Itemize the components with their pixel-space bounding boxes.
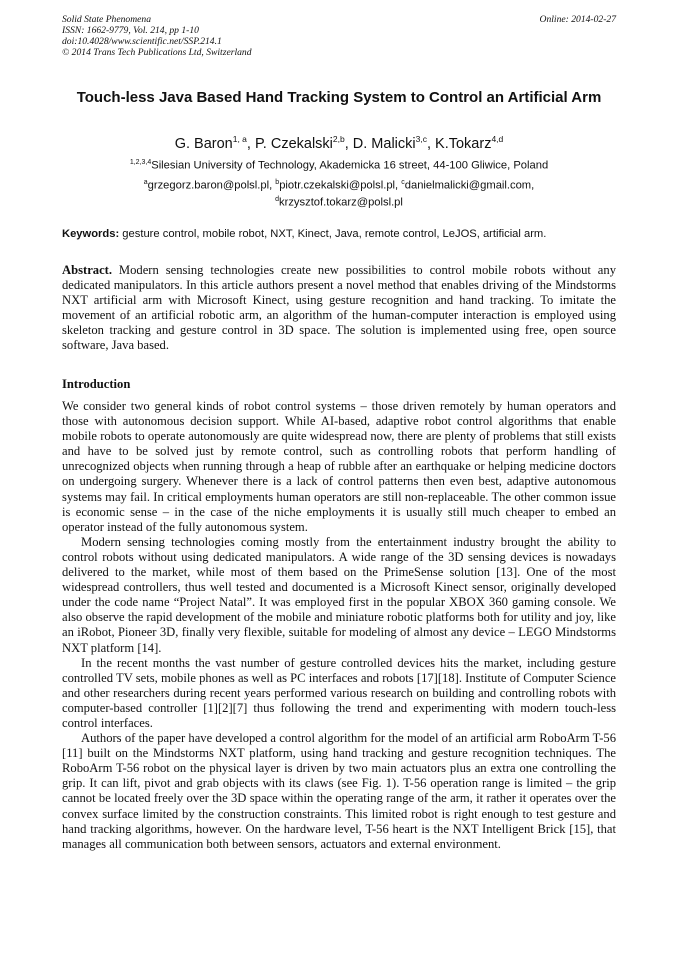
email-marker: b — [275, 179, 280, 186]
affiliation-marker: 1,2,3,4 — [129, 159, 152, 166]
doi: doi:10.4028/www.scientific.net/SSP.214.1 — [62, 36, 222, 47]
abstract-paragraph — [62, 263, 616, 354]
author-name: P. Czekalski — [254, 135, 333, 152]
issn: ISSN: 1662-9779, Vol. 214, pp 1-10 — [62, 25, 199, 36]
body-paragraph: Modern sensing technologies coming mostly from the entertainment industry brought the ability to control robots without using dedicated manipulators. A wide range of the 3D sensing devices is nowadays delivered to the market, while most of them based on the PrimeSense solution [13]. One of the most widespread controllers, thus well tested and documented is a Microsoft Kinect sensor, originally developed under the code name “Project Natal”. It was employed first in the popular XBOX 360 gaming console. We also observe the rapid development of the mobile and miniature robotic platforms both for utility and joy, like an iRobot, Pioneer 3D, finally very flexible, suitable for modeling of almost any device – LEGO Mindstorms NXT platform [14]. — [62, 534, 616, 655]
author-list — [62, 130, 616, 153]
paper-title: Touch-less Java Based Hand Tracking System to Control an Artificial Arm — [76, 89, 602, 106]
email-marker: c — [401, 179, 405, 186]
author-name: K.Tokarz — [435, 135, 492, 152]
author-name: D. Malicki — [352, 135, 416, 152]
online-date: Online: 2014-02-27 — [539, 14, 616, 25]
email-address: krzysztof.tokarz@polsl.pl — [279, 196, 403, 209]
introduction-heading: Introduction — [62, 377, 131, 391]
author-separator: , — [426, 135, 436, 152]
author-affiliation-marker: 2,b — [332, 134, 345, 144]
page-header — [62, 14, 616, 58]
body-paragraph: Authors of the paper have developed a control algorithm for the model of an artificial arm RoboArm T-56 [11] built on the Mindstorms NXT platform, using hand tracking and gesture recognition techniques. The RoboArm T-56 robot on the physical layer is driven by two main actuators plus an extra one controlling the grip. It can lift, pivot and grab objects with its claws (see Fig. 1). T-56 operation range is limited – the grip cannot be located freely over the 3D space within the operating range of the arm, it rather it operates over the convex surface limited by the construction constraints. This limited robot is right enough to test gesture and hand tracking algorithms, however. On the hardware level, T-56 heart is the NXT Intelligent Brick [15], that manages all communication both between sensors, actuators and external environment. — [62, 731, 616, 851]
keywords-text: gesture control, mobile robot, NXT, Kinect, Java, remote control, LeJOS, artificial arm. — [119, 228, 547, 240]
author-name: G. Baron — [174, 135, 233, 152]
author-affiliation-marker: 4,d — [491, 134, 504, 144]
affiliation — [62, 156, 616, 173]
author-emails — [62, 176, 616, 209]
abstract-text: Modern sensing technologies create new possibilities to control mobile robots without any dedicated manipulators. In this article authors present a novel method that enables driving of the Mindstorms NXT artificial arm with Microsoft Kinect, using gesture recognition and hand tracking. To imitate the movement of an artificial robotic arm, an algorithm of the human-computer interaction is employed using skeleton tracking and gesture control in 3D space. The solution is implemented using free, open source software, Java based. — [62, 263, 616, 353]
copyright: © 2014 Trans Tech Publications Ltd, Switzerland — [62, 47, 252, 58]
journal-info — [62, 14, 616, 58]
email-address: grzegorz.baron@polsl.pl, — [147, 179, 276, 192]
email-marker: a — [143, 179, 148, 186]
author-separator: , — [246, 135, 255, 152]
email-marker: d — [275, 195, 279, 203]
affiliation-text: Silesian University of Technology, Akademicka 16 street, 44-100 Gliwice, Poland — [151, 159, 549, 172]
email-address: danielmalicki@gmail.com, — [404, 179, 535, 192]
body-paragraph: We consider two general kinds of robot control systems – those driven remotely by human operators and those with autonomous decision support. While AI-based, adaptive robot control algorithms that enable mobile robots to operate autonomously are quite widespread now, there are plenty of problems that still exists and have to be solved just by remote control, such as controlling robots that perform handling of unrecognized objects when running through a heap of rubble after an earthquake or helping medicine doctors on undergoing surgery. Whenever there is a lack of control patterns then even best, adaptive autonomous systems may fail. In critical employments human operators are still non-replaceable. The other common issue is economic sense – in the case of the niche employments it is usually still much cheaper to embed an operator instead of the fully autonomous system. — [62, 399, 616, 534]
keywords — [62, 227, 616, 241]
author-affiliation-marker: 1, a — [232, 134, 247, 144]
email-address: piotr.czekalski@polsl.pl, — [279, 179, 402, 192]
body-paragraph: In the recent months the vast number of gesture controlled devices hits the market, including gesture controlled TV sets, mobile phones as well as PC interfaces and robots [17][18]. Institute of Computer Science and other researchers during recent years performed various research on building and controlling robots with computer-based controller [1][2][7] thus following the trend and experimenting with modern touch-less control interfaces. — [62, 655, 616, 730]
author-separator: , — [344, 135, 353, 152]
abstract — [62, 263, 616, 354]
journal-name: Solid State Phenomena — [62, 14, 151, 25]
introduction-body — [62, 399, 616, 852]
author-affiliation-marker: 3,c — [415, 134, 427, 144]
abstract-label: Abstract. — [62, 263, 113, 277]
email-line — [62, 193, 616, 210]
email-line — [62, 176, 616, 193]
keywords-label: Keywords: — [62, 228, 120, 240]
